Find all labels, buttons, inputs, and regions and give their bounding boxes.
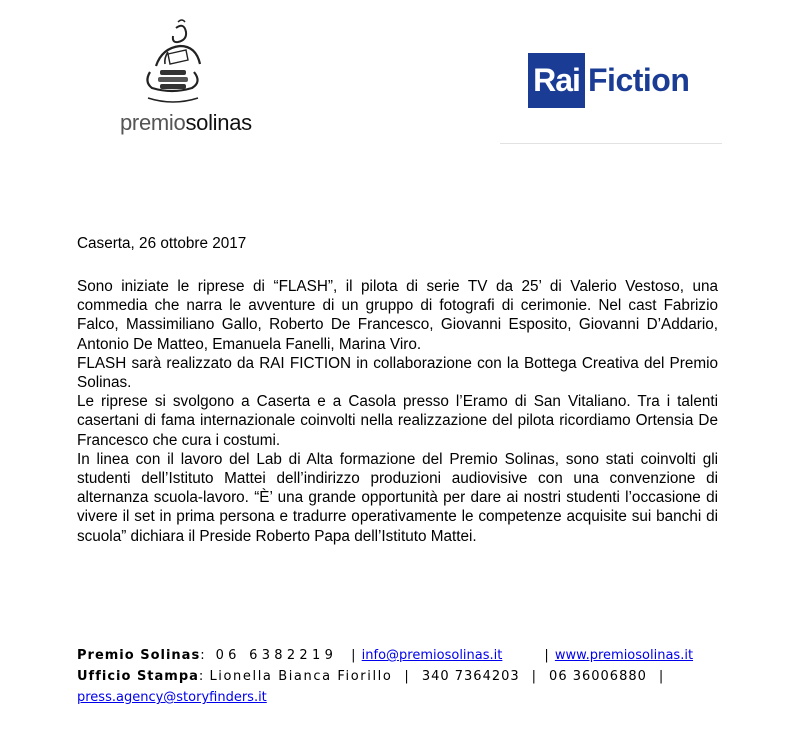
footer-row-ufficio — [77, 666, 718, 687]
solinas-wordmark-part2: solinas — [185, 110, 252, 135]
premio-label: Premio Solinas — [77, 648, 201, 663]
solinas-wordmark — [120, 110, 252, 136]
rai-box: Rai — [528, 53, 585, 108]
paragraph-production: FLASH sarà realizzato da RAI FICTION in collaborazione con la Bottega Creativa del Premio Solinas. — [77, 354, 718, 392]
header-divider — [500, 143, 722, 144]
paragraph-school: In linea con il lavoro del Lab di Alta formazione del Premio Solinas, sono stati coinvolti gli studenti dell’Istituto Mattei dell’indirizzo produzioni audiovisive con una convenzione di alternanza scuola-lavoro. “È’ una grande opportunità per dare ai nostri studenti l’occasione di vivere il set in prima persona e tradurre operativamente le competenze acquisite sui banchi di scuola” dichiara il Preside Roberto Papa dell’Istituto Mattei. — [77, 450, 718, 545]
contact-name: Lionella Bianca Fiorillo — [209, 669, 393, 684]
ufficio-colon: : — [198, 669, 210, 684]
rai-fiction-logo — [528, 53, 689, 108]
contact-footer — [77, 645, 718, 708]
footer-row-press — [77, 687, 718, 708]
solinas-wordmark-part1: premio — [120, 110, 186, 135]
separator: | — [404, 669, 410, 684]
premio-solinas-logo — [120, 18, 260, 138]
dateline: Caserta, 26 ottobre 2017 — [77, 235, 247, 252]
separator: | — [531, 669, 538, 684]
paragraph-locations: Le riprese si svolgono a Caserta e a Casola presso l’Eramo di San Vitaliano. Tra i talenti casertani di fama internazionale coinvolti nella realizzazione del pilota ricordiamo Ortensia De Francesco che cura i costumi. — [77, 393, 718, 449]
phone-office: 06 36006880 — [549, 669, 647, 684]
ufficio-label: Ufficio Stampa — [77, 669, 199, 684]
phone-mobile: 340 7364203 — [421, 669, 520, 684]
press-release-body — [77, 277, 718, 546]
separator: | — [544, 648, 555, 663]
footer-row-premio — [77, 645, 718, 666]
separator: | — [658, 669, 665, 684]
separator: | — [351, 648, 362, 663]
email-link[interactable]: info@premiosolinas.it — [361, 648, 503, 663]
press-email-link[interactable]: press.agency@storyfinders.it — [77, 690, 267, 705]
premio-phone: 06 6382219 — [215, 648, 338, 663]
rai-fiction-text: Fiction — [588, 62, 690, 98]
typewriter-figure-icon — [138, 18, 208, 110]
paragraph-cast: Sono iniziate le riprese di “FLASH”, il pilota di serie TV da 25’ di Valerio Vestoso, una commedia che narra le avventure di un gruppo di fotografi di cerimonie. Nel cast Fabrizio Falco, Massimiliano Gallo, Roberto De Francesco, Giovanni Esposito, Giovanni D’Addario, Antonio De Matteo, Emanuela Fanelli, Marina Viro. — [77, 278, 718, 353]
premio-colon: : — [200, 648, 206, 663]
website-link[interactable]: www.premiosolinas.it — [554, 648, 694, 663]
